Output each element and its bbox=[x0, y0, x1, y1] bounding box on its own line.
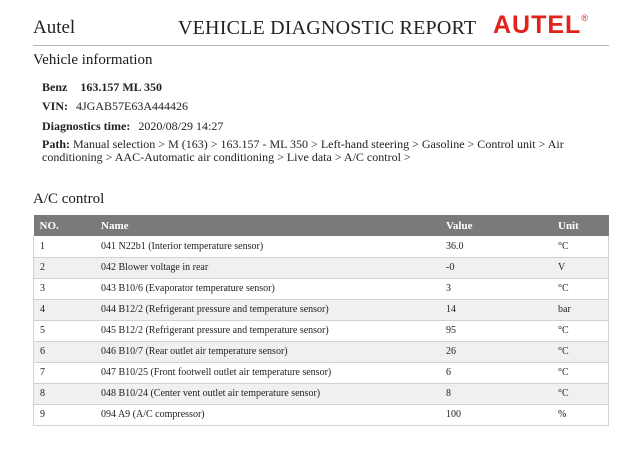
vehicle-make: Benz bbox=[42, 80, 68, 94]
row-value: 8 bbox=[446, 383, 558, 404]
diag-time-label: Diagnostics time: bbox=[42, 119, 131, 133]
table-header-row bbox=[34, 215, 609, 236]
table-row bbox=[34, 383, 609, 404]
row-name: 046 B10/7 (Rear outlet air temperature sensor) bbox=[101, 341, 446, 362]
vehicle-info-heading: Vehicle information bbox=[33, 52, 153, 68]
path-value: Manual selection > M (163) > 163.157 - ML 350 > Left-hand steering > Gasoline > Control unit > Air conditioning > AAC-Automatic air conditioning > Live data > A/C control > bbox=[42, 137, 564, 164]
row-name: 047 B10/25 (Front footwell outlet air temperature sensor) bbox=[101, 362, 446, 383]
row-name: 048 B10/24 (Center vent outlet air temperature sensor) bbox=[101, 383, 446, 404]
ac-control-heading: A/C control bbox=[33, 191, 105, 207]
table-row bbox=[34, 404, 609, 425]
row-value: 3 bbox=[446, 278, 558, 299]
row-no: 3 bbox=[34, 278, 102, 299]
vin-value: 4JGAB57E63A444426 bbox=[76, 99, 189, 113]
row-value: 36.0 bbox=[446, 236, 558, 257]
row-no: 5 bbox=[34, 320, 102, 341]
row-unit: V bbox=[558, 257, 609, 278]
table-row bbox=[34, 257, 609, 278]
row-unit: % bbox=[558, 404, 609, 425]
table-row bbox=[34, 236, 609, 257]
brand-text: Autel bbox=[33, 17, 76, 38]
column-header-value: Value bbox=[446, 219, 473, 232]
vehicle-make-model bbox=[42, 80, 162, 95]
vehicle-model: 163.157 ML 350 bbox=[80, 80, 163, 94]
row-no: 9 bbox=[34, 404, 102, 425]
row-no: 6 bbox=[34, 341, 102, 362]
row-value: -0 bbox=[446, 257, 558, 278]
autel-logo bbox=[493, 11, 588, 40]
report-title: VEHICLE DIAGNOSTIC REPORT bbox=[178, 17, 477, 39]
row-unit: °C bbox=[558, 383, 609, 404]
row-value: 26 bbox=[446, 341, 558, 362]
vin-label: VIN: bbox=[42, 99, 68, 113]
row-value: 95 bbox=[446, 320, 558, 341]
header-divider bbox=[33, 45, 609, 46]
row-name: 094 A9 (A/C compressor) bbox=[101, 404, 446, 425]
table-row bbox=[34, 341, 609, 362]
logo-text: AUTEL bbox=[493, 11, 582, 39]
row-value: 14 bbox=[446, 299, 558, 320]
diag-time-value: 2020/08/29 14:27 bbox=[138, 119, 224, 133]
row-name: 044 B12/2 (Refrigerant pressure and temperature sensor) bbox=[101, 299, 446, 320]
column-header-no: NO. bbox=[39, 219, 59, 232]
row-unit: °C bbox=[558, 278, 609, 299]
row-no: 1 bbox=[34, 236, 102, 257]
ac-control-table bbox=[33, 215, 609, 426]
row-unit: °C bbox=[558, 362, 609, 383]
row-unit: °C bbox=[558, 320, 609, 341]
row-value: 6 bbox=[446, 362, 558, 383]
table-row bbox=[34, 362, 609, 383]
diag-time-row bbox=[42, 119, 223, 134]
path-label: Path: bbox=[42, 137, 70, 151]
diag-path bbox=[42, 138, 602, 164]
row-name: 042 Blower voltage in rear bbox=[101, 257, 446, 278]
row-name: 041 N22b1 (Interior temperature sensor) bbox=[101, 236, 446, 257]
registered-mark: ® bbox=[581, 13, 588, 23]
row-no: 4 bbox=[34, 299, 102, 320]
row-value: 100 bbox=[446, 404, 558, 425]
column-header-unit: Unit bbox=[558, 219, 579, 232]
table-row bbox=[34, 278, 609, 299]
row-unit: °C bbox=[558, 341, 609, 362]
row-no: 2 bbox=[34, 257, 102, 278]
column-header-name: Name bbox=[101, 219, 129, 232]
row-unit: bar bbox=[558, 299, 609, 320]
row-name: 045 B12/2 (Refrigerant pressure and temperature sensor) bbox=[101, 320, 446, 341]
row-no: 8 bbox=[34, 383, 102, 404]
table-row bbox=[34, 320, 609, 341]
table-row bbox=[34, 299, 609, 320]
row-name: 043 B10/6 (Evaporator temperature sensor) bbox=[101, 278, 446, 299]
vin-row bbox=[42, 99, 188, 114]
row-unit: °C bbox=[558, 236, 609, 257]
row-no: 7 bbox=[34, 362, 102, 383]
